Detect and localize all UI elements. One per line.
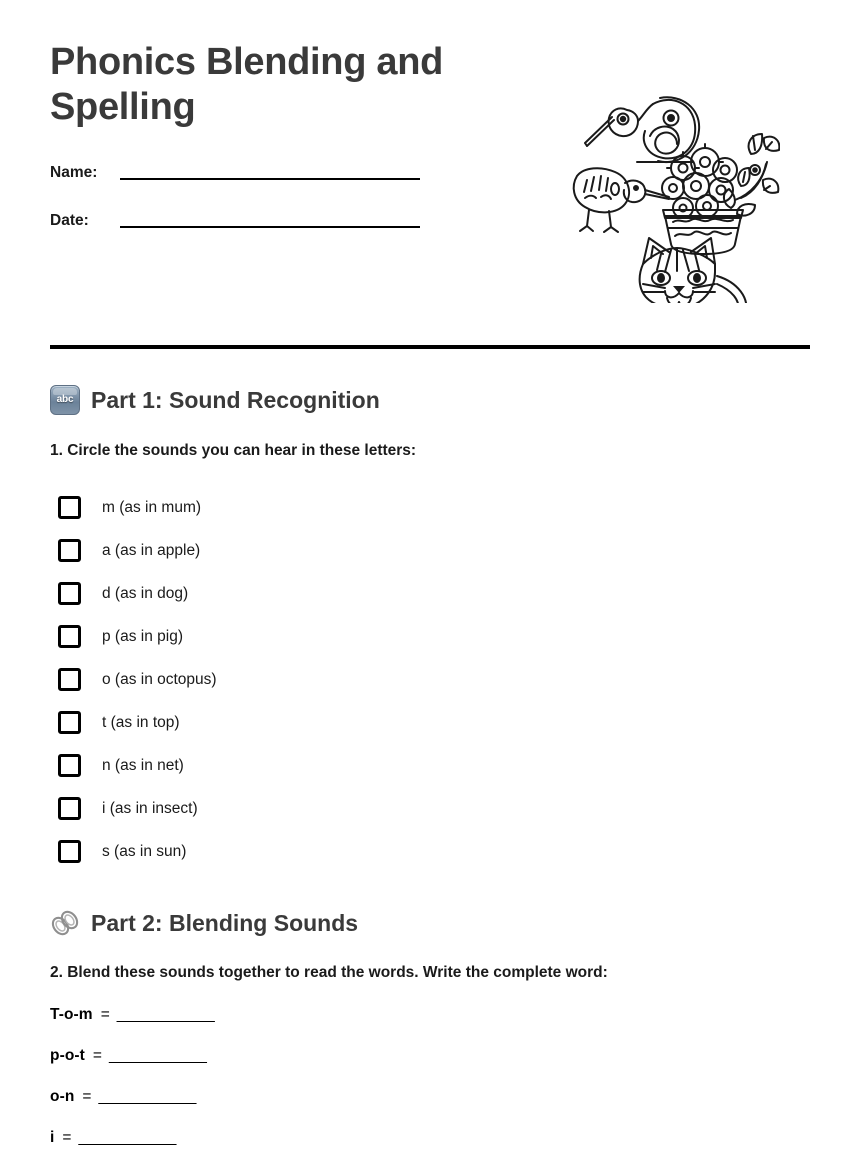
blend-row[interactable] bbox=[50, 1047, 810, 1088]
list-item-label: i (as in insect) bbox=[102, 799, 198, 817]
equals-sign: = bbox=[92, 1047, 102, 1064]
list-item-label: s (as in sun) bbox=[102, 842, 187, 860]
abc-icon-label: abc bbox=[56, 394, 74, 405]
part2-heading bbox=[50, 909, 810, 937]
equals-sign: = bbox=[82, 1088, 92, 1105]
name-field-input-rule[interactable] bbox=[120, 178, 420, 180]
checkbox[interactable] bbox=[58, 539, 81, 562]
blend-sounds: o-n bbox=[50, 1088, 75, 1105]
list-item-label: p (as in pig) bbox=[102, 627, 183, 645]
part1-title: Part 1: Sound Recognition bbox=[91, 386, 380, 413]
list-item-label: d (as in dog) bbox=[102, 584, 189, 602]
part1-heading bbox=[50, 385, 810, 415]
list-item-label: n (as in net) bbox=[102, 756, 184, 774]
list-item-label: m (as in mum) bbox=[102, 498, 202, 516]
checkbox[interactable] bbox=[58, 582, 81, 605]
date-field-row bbox=[50, 204, 480, 230]
date-field-label: Date: bbox=[50, 211, 89, 229]
blend-row[interactable] bbox=[50, 1088, 810, 1129]
abc-icon bbox=[50, 385, 80, 415]
name-field-row bbox=[50, 156, 480, 182]
page-title: Phonics Blending and Spelling bbox=[50, 41, 444, 128]
answer-blank[interactable]: ____________ bbox=[78, 1129, 176, 1146]
list-item-label: o (as in octopus) bbox=[102, 670, 217, 688]
blend-row[interactable] bbox=[50, 1129, 810, 1170]
header-divider bbox=[50, 345, 810, 349]
part2-prompt: 2. Blend these sounds together to read the words. Write the complete word: bbox=[50, 964, 608, 981]
checkbox[interactable] bbox=[58, 625, 81, 648]
blend-sounds: T-o-m bbox=[50, 1006, 93, 1023]
list-item[interactable] bbox=[50, 744, 810, 787]
answer-blank[interactable]: ____________ bbox=[98, 1088, 196, 1105]
date-field-input-rule[interactable] bbox=[120, 226, 420, 228]
answer-blank[interactable]: ____________ bbox=[108, 1047, 207, 1064]
part1-prompt: 1. Circle the sounds you can hear in these letters: bbox=[50, 442, 417, 459]
leafy-branch bbox=[724, 134, 779, 216]
cat bbox=[636, 238, 746, 303]
list-item[interactable] bbox=[50, 529, 810, 572]
equals-sign: = bbox=[100, 1006, 110, 1023]
checkbox[interactable] bbox=[58, 797, 81, 820]
list-item[interactable] bbox=[50, 572, 810, 615]
header-text-block bbox=[50, 40, 480, 230]
equals-sign: = bbox=[62, 1129, 72, 1146]
blend-sounds: i bbox=[50, 1129, 55, 1146]
kiwi-bird bbox=[574, 168, 669, 232]
list-item[interactable] bbox=[50, 787, 810, 830]
list-item[interactable] bbox=[50, 830, 810, 873]
list-item[interactable] bbox=[50, 658, 810, 701]
flowers bbox=[662, 144, 737, 218]
link-icon bbox=[50, 909, 80, 937]
header bbox=[50, 0, 810, 303]
list-item[interactable] bbox=[50, 615, 810, 658]
blend-row[interactable] bbox=[50, 1006, 810, 1047]
flower-pot bbox=[662, 144, 743, 254]
list-item-label: a (as in apple) bbox=[102, 541, 201, 559]
list-item[interactable] bbox=[50, 486, 810, 529]
name-field-label: Name: bbox=[50, 163, 98, 181]
blend-sounds: p-o-t bbox=[50, 1047, 85, 1064]
part2-title: Part 2: Blending Sounds bbox=[91, 909, 359, 936]
list-item[interactable] bbox=[50, 701, 810, 744]
checkbox[interactable] bbox=[58, 711, 81, 734]
checkbox[interactable] bbox=[58, 754, 81, 777]
checkbox[interactable] bbox=[58, 668, 81, 691]
checkbox[interactable] bbox=[58, 496, 81, 519]
list-item-label: t (as in top) bbox=[102, 713, 180, 731]
decorative-illustration bbox=[565, 58, 780, 303]
answer-blank[interactable]: ____________ bbox=[116, 1006, 215, 1023]
blending-exercise-list bbox=[50, 1006, 810, 1170]
sound-recognition-checklist bbox=[50, 486, 810, 873]
checkbox[interactable] bbox=[58, 840, 81, 863]
